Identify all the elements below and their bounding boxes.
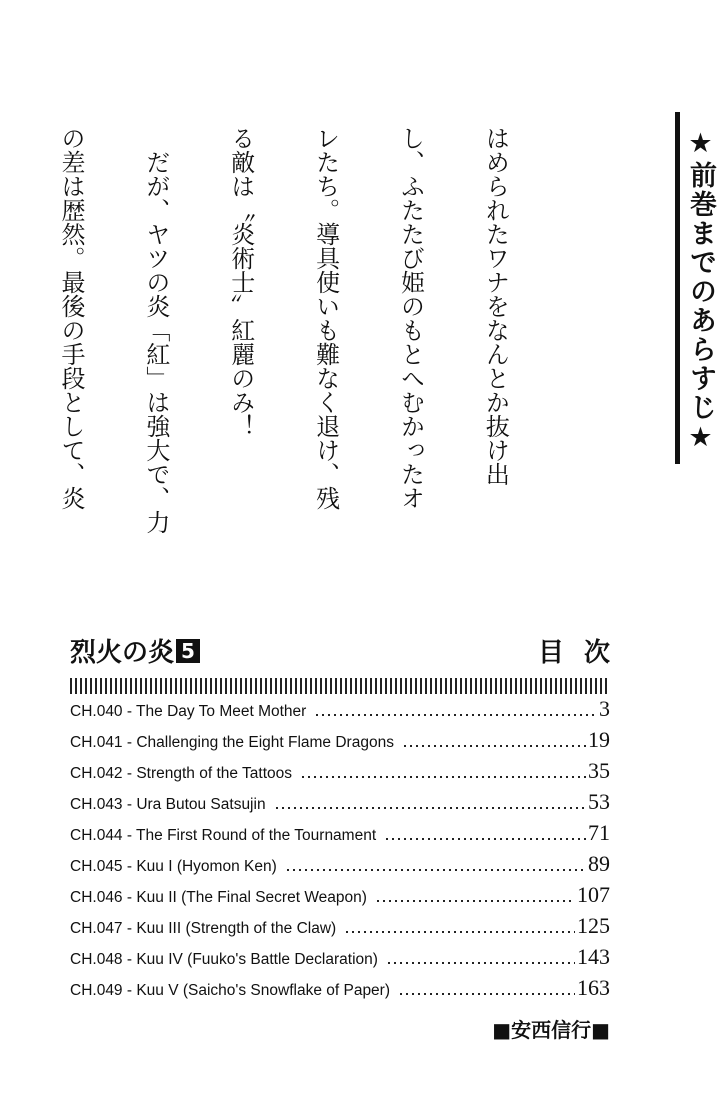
- toc-entry[interactable]: [70, 975, 610, 1006]
- toc-entry-title: CH.041 - Challenging the Eight Flame Dragons: [70, 734, 394, 751]
- toc-entry-title: CH.044 - The First Round of the Tournament: [70, 827, 377, 844]
- synopsis-line: の差は歴然。最後の手段として、炎: [56, 126, 85, 510]
- toc-entry-page: 125: [577, 913, 610, 938]
- toc-list: [70, 696, 610, 1006]
- toc-entry-title: CH.045 - Kuu I (Hyomon Ken): [70, 858, 277, 875]
- leader-dots: [346, 931, 575, 933]
- toc-entry-page: 71: [588, 820, 610, 845]
- series-title-text: 烈火の炎: [70, 638, 175, 668]
- series-title: [70, 632, 200, 669]
- leader-dots: [316, 714, 597, 716]
- toc-entry-title: CH.040 - The Day To Meet Mother: [70, 703, 307, 720]
- volume-badge: 5: [176, 639, 200, 663]
- table-of-contents: [70, 632, 630, 1000]
- toc-entry-title: CH.047 - Kuu III (Strength of the Claw): [70, 920, 337, 937]
- leader-dots: [404, 745, 586, 747]
- contents-label: 目次: [537, 638, 630, 668]
- synopsis-line: はめられたワナをなんとか抜け出: [481, 126, 510, 486]
- leader-dots: [377, 900, 575, 902]
- toc-entry-title: CH.049 - Kuu V (Saicho's Snowflake of Paper): [70, 982, 391, 999]
- synopsis-heading: ★前巻までのあらすじ★: [685, 128, 716, 455]
- author-credit: ■安西信行■: [492, 1018, 610, 1042]
- toc-entry[interactable]: [70, 820, 610, 851]
- toc-entry[interactable]: [70, 882, 610, 913]
- synopsis-line: し、ふたたび姫のもとへむかったオ: [396, 126, 425, 510]
- toc-entry-title: CH.048 - Kuu IV (Fuuko's Battle Declaration): [70, 951, 378, 968]
- toc-entry-page: 53: [588, 789, 610, 814]
- synopsis-line: だが、ヤツの炎「紅」は強大で、力: [141, 126, 170, 534]
- toc-entry[interactable]: [70, 758, 610, 789]
- toc-entry[interactable]: [70, 913, 610, 944]
- toc-entry-page: 19: [588, 727, 610, 752]
- toc-entry-title: CH.046 - Kuu II (The Final Secret Weapon): [70, 889, 367, 906]
- toc-header: [70, 632, 630, 672]
- leader-dots: [287, 869, 586, 871]
- toc-entry-page: 89: [588, 851, 610, 876]
- toc-entry[interactable]: [70, 851, 610, 882]
- leader-dots: [276, 807, 586, 809]
- toc-entry-page: 3: [599, 696, 610, 721]
- tick-rule-divider: [70, 678, 610, 694]
- toc-entry[interactable]: [70, 944, 610, 975]
- leader-dots: [386, 838, 586, 840]
- toc-entry-title: CH.042 - Strength of the Tattoos: [70, 765, 293, 782]
- synopsis-line: レたち。導具使いも難なく退け、残: [311, 126, 340, 510]
- leader-dots: [400, 993, 575, 995]
- toc-entry[interactable]: [70, 696, 610, 727]
- toc-entry-title: CH.043 - Ura Butou Satsujin: [70, 796, 266, 813]
- toc-entry-page: 35: [588, 758, 610, 783]
- synopsis-text: [0, 126, 566, 566]
- toc-entry-page: 107: [577, 882, 610, 907]
- synopsis-section: [56, 110, 716, 570]
- synopsis-line: る敵は〝炎術士〟紅麗のみ！: [226, 126, 255, 438]
- toc-entry-page: 163: [577, 975, 610, 1000]
- toc-entry-page: 143: [577, 944, 610, 969]
- toc-entry[interactable]: [70, 789, 610, 820]
- toc-entry[interactable]: [70, 727, 610, 758]
- leader-dots: [302, 776, 586, 778]
- leader-dots: [388, 962, 575, 964]
